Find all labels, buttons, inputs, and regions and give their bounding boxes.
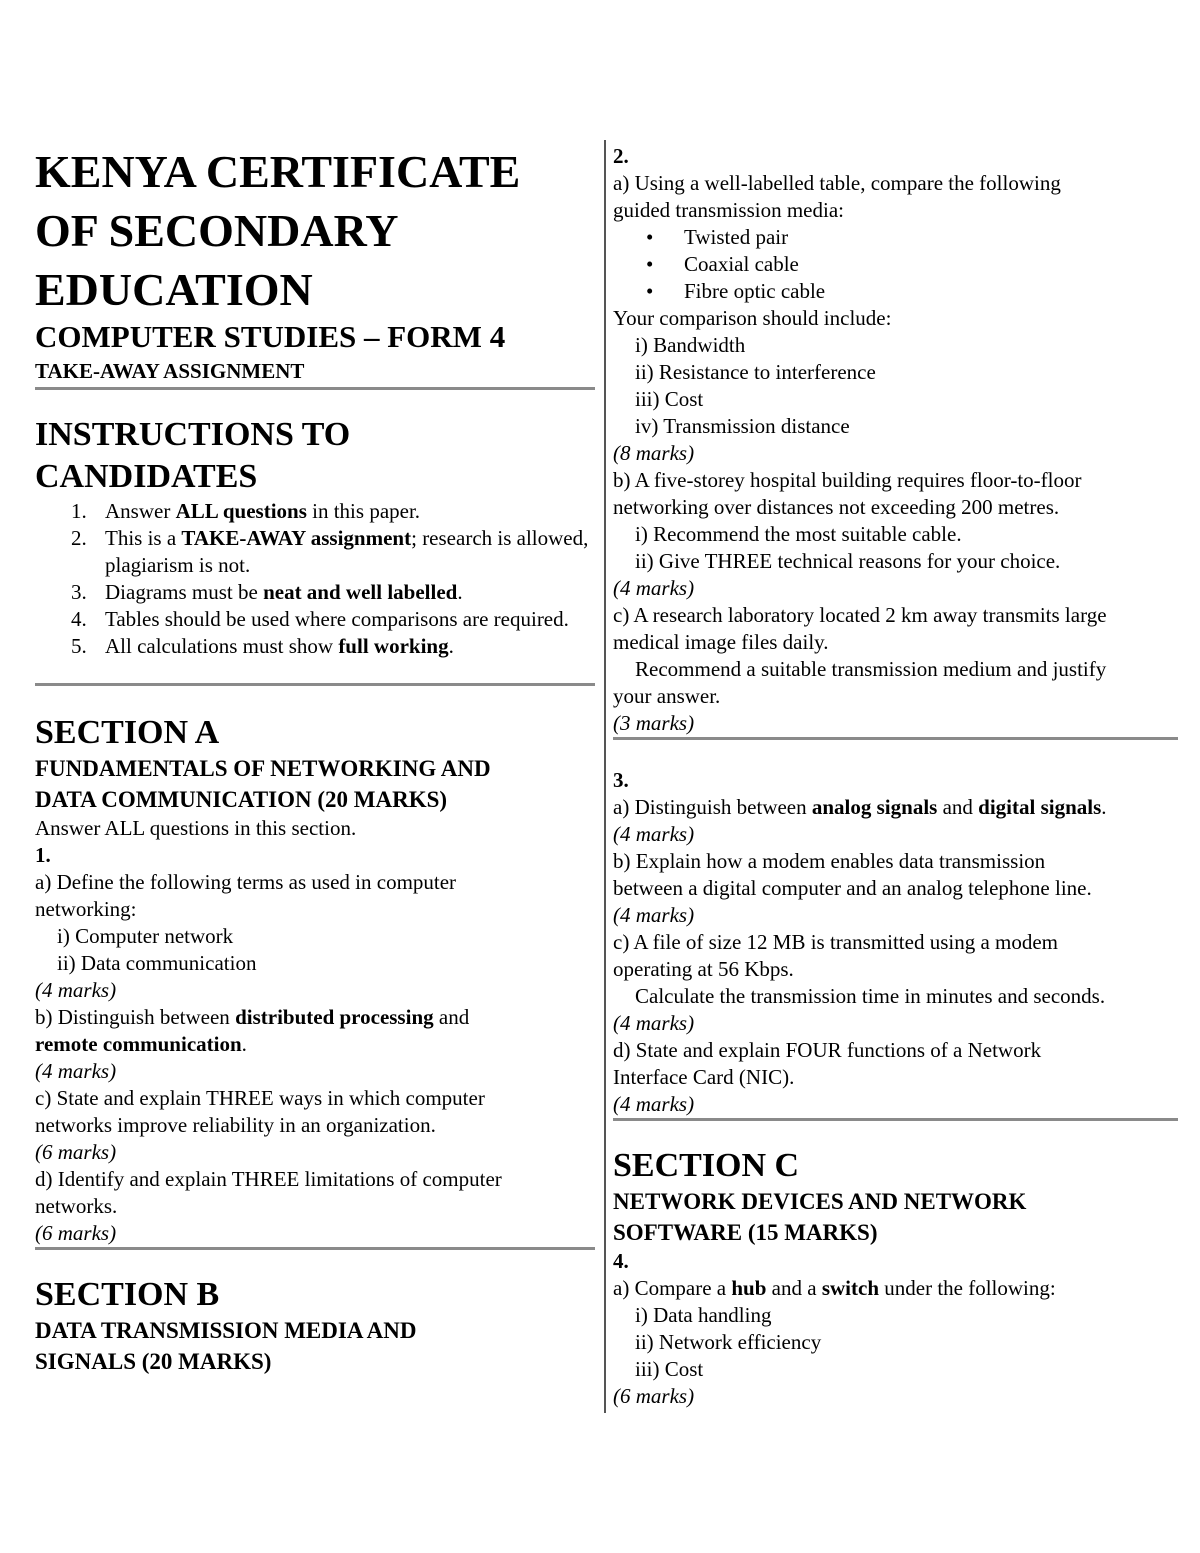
text: and a [766, 1276, 822, 1300]
marks-label: (4 marks) [613, 576, 695, 600]
sub-item: iii) Cost [635, 1357, 704, 1381]
media-item [613, 251, 1178, 278]
subject-title: COMPUTER STUDIES – FORM 4 [35, 319, 506, 354]
marks-label: (6 marks) [35, 1140, 117, 1164]
media-item [613, 224, 1178, 251]
marks-label: (8 marks) [613, 441, 695, 465]
marks-label: (6 marks) [613, 1384, 695, 1408]
emphasis: remote communication [35, 1032, 242, 1056]
instruction-text: in this paper. [306, 499, 421, 523]
emphasis: switch [821, 1276, 879, 1300]
section-b-heading: SECTION B [35, 1276, 220, 1313]
question-text: a) Define the following terms as used in computer [35, 870, 457, 894]
instruction-text: . [448, 634, 454, 658]
marks-label: (6 marks) [35, 1221, 117, 1245]
section-b-subtitle-line-2: SIGNALS (20 MARKS) [35, 1349, 272, 1374]
question-text: medical image files daily. [613, 630, 829, 654]
question-text [35, 1031, 595, 1058]
question-text: b) Explain how a modem enables data transmission [613, 849, 1046, 873]
instruction-item [35, 579, 595, 606]
question-number: 4. [613, 1249, 629, 1273]
instruction-number: 2. [71, 526, 87, 550]
sub-item: i) Recommend the most suitable cable. [635, 522, 962, 546]
instruction-item [35, 498, 595, 525]
question-text: Calculate the transmission time in minutes and seconds. [635, 984, 1106, 1008]
marks-label: (4 marks) [613, 1092, 695, 1116]
sub-item: ii) Resistance to interference [635, 360, 876, 384]
question-number: 2. [613, 144, 629, 168]
question-text: networking: [35, 897, 137, 921]
media-name: Twisted pair [684, 225, 789, 249]
question-text: a) Using a well-labelled table, compare the following [613, 171, 1061, 195]
question-number: 1. [35, 843, 51, 867]
text: and [937, 795, 979, 819]
section-b-subtitle-line-1: DATA TRANSMISSION MEDIA AND [35, 1318, 417, 1343]
text: b) Distinguish between [35, 1005, 236, 1029]
left-column [35, 140, 595, 1377]
media-list [613, 224, 1178, 305]
assignment-type: TAKE-AWAY ASSIGNMENT [35, 359, 305, 383]
sub-item: ii) Give THREE technical reasons for your choice. [635, 549, 1061, 573]
instruction-item [35, 633, 595, 660]
section-c-heading: SECTION C [613, 1147, 800, 1184]
sub-item: i) Computer network [57, 924, 234, 948]
marks-label: (4 marks) [613, 1011, 695, 1035]
instructions-heading-line-2: CANDIDATES [35, 458, 258, 495]
sub-item: ii) Network efficiency [635, 1330, 822, 1354]
instruction-number: 4. [71, 607, 87, 631]
text: under the following: [879, 1276, 1056, 1300]
exam-title-line-2: OF SECONDARY [35, 205, 399, 256]
question-text: c) State and explain THREE ways in which computer [35, 1086, 485, 1110]
instruction-text: This is a [105, 526, 182, 550]
question-text: d) State and explain FOUR functions of a Network [613, 1038, 1042, 1062]
emphasis: digital signals [978, 795, 1102, 819]
text: . [1101, 795, 1107, 819]
question-text: c) A file of size 12 MB is transmitted using a modem [613, 930, 1059, 954]
instruction-emphasis: full working [338, 634, 449, 658]
question-text: guided transmission media: [613, 198, 844, 222]
question-text: your answer. [613, 684, 721, 708]
question-text: Recommend a suitable transmission medium and justify [635, 657, 1107, 681]
sub-item: iv) Transmission distance [635, 414, 850, 438]
text: and [433, 1005, 470, 1029]
section-a-subtitle-line-2: DATA COMMUNICATION (20 MARKS) [35, 787, 448, 812]
sub-item: ii) Data communication [57, 951, 257, 975]
section-a-heading: SECTION A [35, 714, 220, 751]
bullet-icon: • [646, 252, 654, 276]
marks-label: (4 marks) [35, 978, 117, 1002]
instruction-number: 3. [71, 580, 87, 604]
question-number: 3. [613, 768, 629, 792]
instruction-text: ; research is allowed, plagiarism is not. [105, 526, 589, 577]
exam-title-line-3: EDUCATION [35, 264, 313, 315]
text: a) Distinguish between [613, 795, 812, 819]
instruction-emphasis: ALL questions [175, 499, 307, 523]
instruction-text: . [457, 580, 463, 604]
question-text: b) A five-storey hospital building requires floor-to-floor [613, 468, 1082, 492]
instruction-text: Diagrams must be [105, 580, 264, 604]
question-text: Interface Card (NIC). [613, 1065, 795, 1089]
question-text: networking over distances not exceeding 200 metres. [613, 495, 1060, 519]
section-a-subtitle-line-1: FUNDAMENTALS OF NETWORKING AND [35, 756, 491, 781]
question-text: Your comparison should include: [613, 306, 892, 330]
marks-label: (4 marks) [613, 822, 695, 846]
text: a) Compare a [613, 1276, 732, 1300]
instruction-number: 1. [71, 499, 87, 523]
instruction-item [35, 525, 595, 579]
emphasis: distributed processing [235, 1005, 434, 1029]
section-a-note: Answer ALL questions in this section. [35, 816, 357, 840]
question-text: c) A research laboratory located 2 km away transmits large [613, 603, 1107, 627]
media-name: Fibre optic cable [684, 279, 826, 303]
instruction-text: Tables should be used where comparisons are required. [105, 607, 569, 631]
section-c-subtitle-line-2: SOFTWARE (15 MARKS) [613, 1220, 878, 1245]
instruction-number: 5. [71, 634, 87, 658]
question-text: operating at 56 Kbps. [613, 957, 794, 981]
media-name: Coaxial cable [684, 252, 799, 276]
sub-item: i) Bandwidth [635, 333, 746, 357]
instruction-text: All calculations must show [105, 634, 339, 658]
question-text [613, 794, 1178, 821]
column-divider [604, 140, 606, 1413]
sub-item: iii) Cost [635, 387, 704, 411]
marks-label: (3 marks) [613, 711, 695, 735]
instructions-heading-line-1: INSTRUCTIONS TO [35, 416, 351, 453]
marks-label: (4 marks) [613, 903, 695, 927]
media-item [613, 278, 1178, 305]
instructions-list [35, 498, 595, 660]
emphasis: analog signals [811, 795, 938, 819]
exam-title-line-1: KENYA CERTIFICATE [35, 146, 521, 197]
section-c-subtitle-line-1: NETWORK DEVICES AND NETWORK [613, 1189, 1027, 1214]
right-column [613, 140, 1178, 1410]
instruction-item [35, 606, 595, 633]
instruction-emphasis: TAKE-AWAY assignment [181, 526, 412, 550]
emphasis: hub [731, 1276, 767, 1300]
sub-item: i) Data handling [635, 1303, 772, 1327]
question-text: between a digital computer and an analog telephone line. [613, 876, 1092, 900]
instruction-emphasis: neat and well labelled [263, 580, 458, 604]
question-text [35, 1004, 595, 1031]
question-text: networks improve reliability in an organization. [35, 1113, 436, 1137]
marks-label: (4 marks) [35, 1059, 117, 1083]
text: . [241, 1032, 247, 1056]
question-text: d) Identify and explain THREE limitations of computer [35, 1167, 502, 1191]
instruction-text: Answer [105, 499, 176, 523]
question-text [613, 1275, 1178, 1302]
bullet-icon: • [646, 225, 654, 249]
bullet-icon: • [646, 279, 654, 303]
question-text: networks. [35, 1194, 118, 1218]
